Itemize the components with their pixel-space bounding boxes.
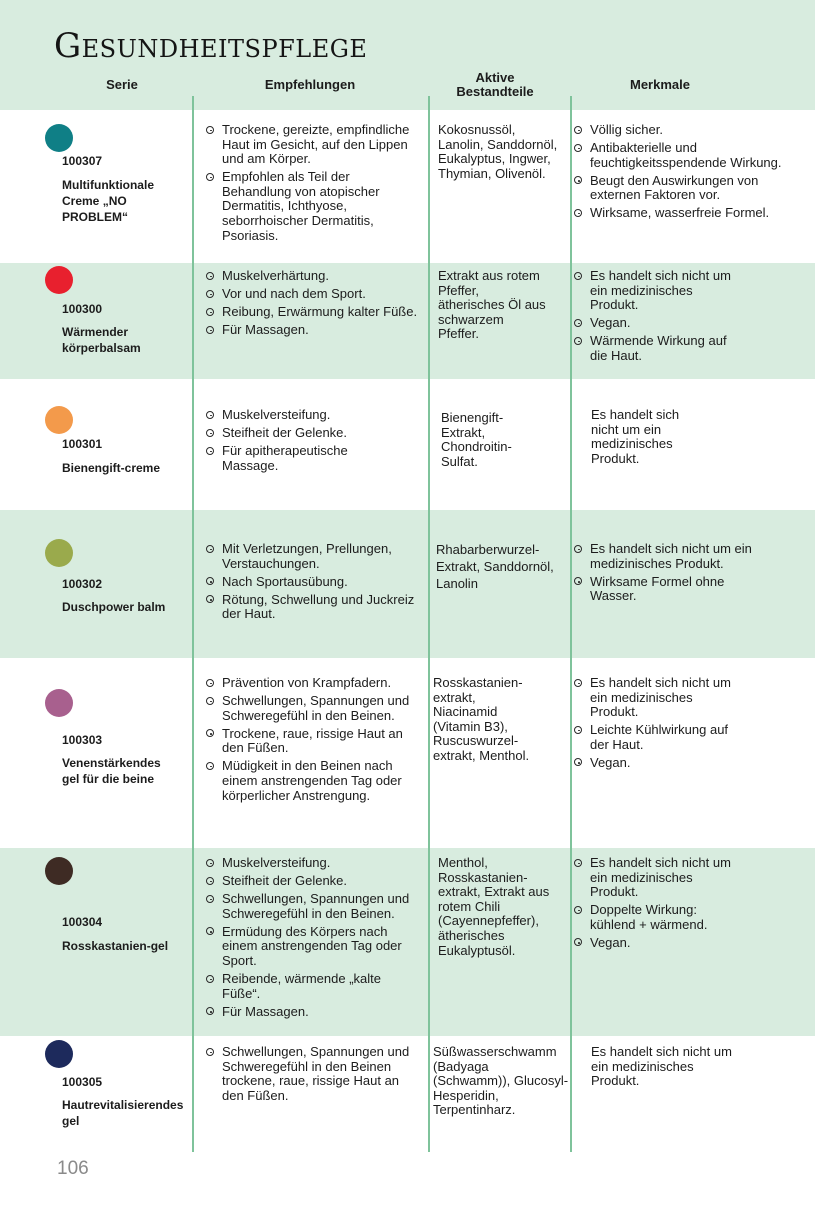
list-item: Empfohlen als Teil der Behandlung von atopischer Dermatitis, Ichthyose, seborrhoischer Dermatitis, Psoriasis. xyxy=(204,170,416,243)
list-item: Doppelte Wirkung: kühlend + wärmend. xyxy=(572,903,742,932)
list-item: Steifheit der Gelenke. xyxy=(204,874,420,889)
features-list xyxy=(572,542,752,607)
column-divider xyxy=(192,96,194,1152)
product-color-dot xyxy=(45,857,73,885)
list-item: Es handelt sich nicht um ein medizinisches Produkt. xyxy=(572,856,742,900)
product-code: 100300 xyxy=(62,302,103,316)
list-item: Für Massagen. xyxy=(204,323,420,338)
recommendations-list xyxy=(204,542,424,625)
recommendations-list xyxy=(204,408,384,477)
column-header-merkmale: Merkmale xyxy=(630,77,690,92)
list-item: Leichte Kühlwirkung auf der Haut. xyxy=(572,723,742,752)
list-item: Es handelt sich nicht um ein medizinisches Produkt. xyxy=(572,542,752,571)
list-item: Muskelverhärtung. xyxy=(204,269,420,284)
recommendations-list xyxy=(204,1045,420,1107)
list-item: Reibung, Erwärmung kalter Füße. xyxy=(204,305,420,320)
recommendations-list xyxy=(204,269,420,341)
product-name: Hautrevitalisierendes gel xyxy=(62,1098,184,1128)
list-item: Vegan. xyxy=(572,756,742,771)
features-text: Es handelt sich nicht um ein medizinisches Produkt. xyxy=(591,1044,732,1089)
product-code: 100304 xyxy=(62,915,103,929)
product-name: Bienengift-creme xyxy=(62,461,161,475)
ingredients-text: Extrakt aus rotem Pfeffer, ätherisches Öl aus schwarzem Pfeffer. xyxy=(438,268,546,342)
features-list xyxy=(572,676,742,774)
list-item: Ermüdung des Körpers nach einem anstrengenden Tag oder Sport. xyxy=(204,925,420,969)
product-code: 100307 xyxy=(62,154,103,168)
list-item: Es handelt sich nicht um ein medizinisches Produkt. xyxy=(572,269,742,313)
ingredients-text: Kokosnussöl, Lanolin, Sanddornöl, Eukalyptus, Ingwer, Thymian, Olivenöl. xyxy=(438,122,558,181)
list-item: Wärmende Wirkung auf die Haut. xyxy=(572,334,742,363)
list-item: Beugt den Auswirkungen von externen Faktoren vor. xyxy=(572,174,806,203)
recommendations-list xyxy=(204,676,420,807)
product-name: Rosskastanien-gel xyxy=(62,939,169,953)
column-divider xyxy=(428,96,430,1152)
features-list xyxy=(572,856,742,954)
list-item: Rötung, Schwellung und Juckreiz der Haut. xyxy=(204,593,424,622)
list-item: Vegan. xyxy=(572,316,742,331)
list-item: Reibende, wärmende „kalte Füße“. xyxy=(204,972,420,1001)
features-list xyxy=(572,123,806,225)
product-color-dot xyxy=(45,689,73,717)
list-item: Vor und nach dem Sport. xyxy=(204,287,420,302)
list-item: Wirksame Formel ohne Wasser. xyxy=(572,575,752,604)
recommendations-list xyxy=(204,123,416,247)
list-item: Müdigkeit in den Beinen nach einem anstrengenden Tag oder körperlicher Anstrengung. xyxy=(204,759,420,803)
product-color-dot xyxy=(45,124,73,152)
page-title: Gesundheitspflege xyxy=(54,26,368,66)
ingredients-text: Rosskastanien-extrakt, Niacinamid (Vitamin B3), Ruscuswurzel-extrakt, Menthol. xyxy=(433,675,530,763)
column-header-empfehlungen: Empfehlungen xyxy=(264,77,356,92)
ingredients-text: Bienengift-Extrakt, Chondroitin-Sulfat. xyxy=(441,410,512,469)
column-divider xyxy=(570,96,572,1152)
ingredients-text: Süßwasserschwamm (Badyaga (Schwamm)), Glucosyl-Hesperidin, Terpentinharz. xyxy=(433,1044,569,1118)
product-color-dot xyxy=(45,266,73,294)
list-item: Vegan. xyxy=(572,936,742,951)
product-code: 100302 xyxy=(62,577,103,591)
product-code: 100305 xyxy=(62,1075,103,1089)
list-item: Für Massagen. xyxy=(204,1005,420,1020)
list-item: Trockene, gereizte, empfindliche Haut im Gesicht, auf den Lippen und am Körper. xyxy=(204,123,416,167)
column-header-bestandteile: Aktive Bestandteile xyxy=(456,70,534,99)
product-code: 100301 xyxy=(62,437,103,451)
list-item: Steifheit der Gelenke. xyxy=(204,426,384,441)
list-item: Trockene, raue, rissige Haut an den Füßen. xyxy=(204,727,420,756)
list-item: Es handelt sich nicht um ein medizinisches Produkt. xyxy=(572,676,742,720)
product-name: Multifunktionale Creme „NO PROBLEM“ xyxy=(62,178,154,224)
list-item: Völlig sicher. xyxy=(572,123,806,138)
page-number: 106 xyxy=(57,1158,89,1179)
list-item: Wirksame, wasserfreie Formel. xyxy=(572,206,806,221)
list-item: Muskelversteifung. xyxy=(204,408,384,423)
list-item: Antibakterielle und feuchtigkeitsspendende Wirkung. xyxy=(572,141,806,170)
product-name: Wärmender körperbalsam xyxy=(62,325,141,355)
product-code: 100303 xyxy=(62,733,103,747)
list-item: Nach Sportausübung. xyxy=(204,575,424,590)
list-item: Für apitherapeutische Massage. xyxy=(204,444,384,473)
product-color-dot xyxy=(45,406,73,434)
column-header-serie: Serie xyxy=(106,77,138,92)
product-name: Venenstärkendes gel für die beine xyxy=(62,756,161,786)
product-color-dot xyxy=(45,1040,73,1068)
list-item: Muskelversteifung. xyxy=(204,856,420,871)
list-item: Schwellungen, Spannungen und Schweregefühl in den Beinen. xyxy=(204,892,420,921)
features-text: Es handelt sich nicht um ein medizinisches Produkt. xyxy=(591,407,680,466)
recommendations-list xyxy=(204,856,420,1023)
product-name: Duschpower balm xyxy=(62,600,166,614)
list-item: Schwellungen, Spannungen und Schweregefühl in den Beinen trockene, raue, rissige Haut an den Füßen. xyxy=(204,1045,420,1103)
list-item: Prävention von Krampfadern. xyxy=(204,676,420,691)
features-list xyxy=(572,269,742,367)
list-item: Mit Verletzungen, Prellungen, Verstauchungen. xyxy=(204,542,424,571)
product-color-dot xyxy=(45,539,73,567)
ingredients-text: Rhabarberwurzel-Extrakt, Sanddornöl, Lanolin xyxy=(436,542,554,591)
list-item: Schwellungen, Spannungen und Schweregefühl in den Beinen. xyxy=(204,694,420,723)
ingredients-text: Menthol, Rosskastanien-extrakt, Extrakt aus rotem Chili (Cayennepfeffer), ätherisches Eukalyptusöl. xyxy=(438,855,550,958)
